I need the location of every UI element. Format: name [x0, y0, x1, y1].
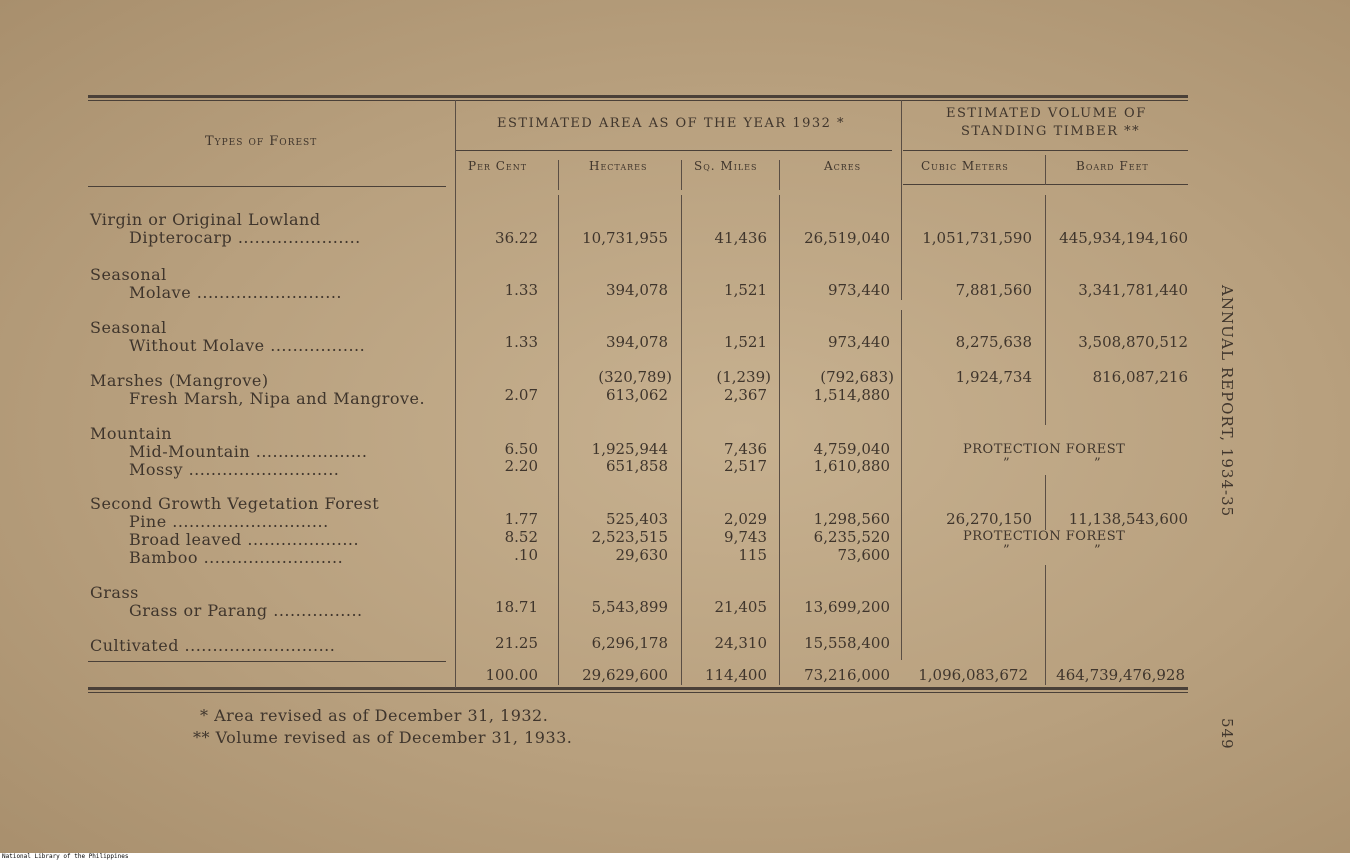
column-divider	[558, 160, 559, 190]
row-sublabel: Mossy ...........................	[129, 460, 340, 479]
sq-miles-cell: 2,517	[724, 457, 767, 475]
hectares-cell: (320,789)	[598, 368, 672, 386]
running-title: ANNUAL REPORT, 1934-35	[1218, 285, 1236, 518]
hectares-cell: 394,078	[605, 281, 668, 299]
volume-group-header-line1: ESTIMATED VOLUME OF	[946, 106, 1147, 121]
sq-miles-cell: 1,521	[724, 333, 767, 351]
column-divider	[779, 160, 780, 190]
protection-forest-label: PROTECTION FOREST	[963, 529, 1126, 544]
row-sublabel: Grass or Parang ................	[129, 601, 363, 620]
hectares-cell: 29,630	[615, 546, 668, 564]
hectares-cell: 651,858	[605, 457, 668, 475]
sq-miles-cell: (1,239)	[716, 368, 771, 386]
total-sq-miles: 114,400	[704, 666, 767, 684]
column-header-per-cent: Per Cent	[468, 159, 528, 173]
ditto-mark: ”	[1094, 456, 1102, 471]
column-divider	[681, 160, 682, 190]
board-feet-cell: 3,341,781,440	[1078, 281, 1188, 299]
sq-miles-cell: 9,743	[724, 528, 767, 546]
area-header-rule	[456, 150, 892, 151]
row-label: Grass	[90, 583, 139, 602]
top-rule-thin	[88, 100, 1188, 101]
hectares-cell: 6,296,178	[591, 634, 668, 652]
area-group-header: ESTIMATED AREA AS OF THE YEAR 1932 *	[497, 116, 846, 131]
total-rule-left	[88, 661, 446, 662]
sq-miles-cell: 41,436	[714, 229, 767, 247]
sq-miles-cell: 2,367	[724, 386, 767, 404]
page-number: 549	[1218, 718, 1236, 750]
footer-credit: National Library of the Philippines	[2, 853, 129, 860]
row-sublabel: Mid-Mountain ....................	[129, 442, 368, 461]
hectares-cell: 613,062	[605, 386, 668, 404]
per-cent-cell: 21.25	[495, 634, 538, 652]
per-cent-cell: 8.52	[504, 528, 538, 546]
acres-cell: 1,514,880	[813, 386, 890, 404]
board-feet-cell: 3,508,870,512	[1078, 333, 1188, 351]
types-of-forest-header: Types of Forest	[205, 134, 318, 149]
acres-cell: 973,440	[827, 333, 890, 351]
hectares-cell: 394,078	[605, 333, 668, 351]
total-hectares: 29,629,600	[582, 666, 668, 684]
hectares-cell: 2,523,515	[591, 528, 668, 546]
acres-cell: 4,759,040	[813, 440, 890, 458]
per-cent-cell: 2.07	[504, 386, 538, 404]
footnote-area: * Area revised as of December 31, 1932.	[200, 706, 549, 725]
column-header-cubic-meters: Cubic Meters	[921, 159, 1009, 173]
per-cent-cell: 2.20	[504, 457, 538, 475]
per-cent-cell: 1.33	[504, 281, 538, 299]
row-label: Virgin or Original Lowland	[90, 210, 321, 229]
row-label: Cultivated ...........................	[90, 636, 336, 655]
per-cent-cell: 36.22	[495, 229, 538, 247]
bottom-rule-thin	[88, 692, 1188, 693]
per-cent-cell: 6.50	[504, 440, 538, 458]
row-sublabel: Bamboo .........................	[129, 548, 344, 567]
board-feet-cell: 11,138,543,600	[1068, 510, 1188, 528]
row-label: Seasonal	[90, 265, 167, 284]
total-per-cent: 100.00	[485, 666, 538, 684]
footer-bar	[0, 853, 1350, 861]
column-divider	[1045, 475, 1046, 530]
acres-cell: 1,610,880	[813, 457, 890, 475]
ditto-mark: ”	[1003, 456, 1011, 471]
column-divider	[455, 100, 456, 688]
sq-miles-cell: 24,310	[714, 634, 767, 652]
row-label: Seasonal	[90, 318, 167, 337]
cubic-meters-cell: 1,924,734	[955, 368, 1032, 386]
hectares-cell: 10,731,955	[582, 229, 668, 247]
acres-cell: 6,235,520	[813, 528, 890, 546]
total-board-feet: 464,739,476,928	[1056, 666, 1185, 684]
column-divider	[901, 100, 902, 300]
hectares-cell: 5,543,899	[591, 598, 668, 616]
volume-header-rule	[903, 150, 1188, 151]
total-cubic-meters: 1,096,083,672	[918, 666, 1028, 684]
header-bottom-rule-left	[88, 186, 446, 187]
sq-miles-cell: 21,405	[714, 598, 767, 616]
top-rule	[88, 95, 1188, 98]
row-sublabel: Molave ..........................	[129, 283, 342, 302]
per-cent-cell: 1.77	[504, 510, 538, 528]
sq-miles-cell: 2,029	[724, 510, 767, 528]
hectares-cell: 1,925,944	[591, 440, 668, 458]
column-divider	[1045, 195, 1046, 425]
column-divider	[1045, 155, 1046, 185]
column-header-sq-miles: Sq. Miles	[694, 159, 758, 173]
row-label: Marshes (Mangrove)	[90, 371, 269, 390]
footnote-volume: ** Volume revised as of December 31, 1933.	[193, 728, 573, 747]
column-divider	[779, 195, 780, 685]
sq-miles-cell: 1,521	[724, 281, 767, 299]
ditto-mark: ”	[1003, 543, 1011, 558]
column-divider	[558, 195, 559, 685]
acres-cell: 15,558,400	[804, 634, 890, 652]
row-sublabel: Without Molave .................	[129, 336, 366, 355]
acres-cell: 73,600	[837, 546, 890, 564]
cubic-meters-cell: 7,881,560	[955, 281, 1032, 299]
sq-miles-cell: 115	[738, 546, 767, 564]
row-sublabel: Pine ............................	[129, 512, 329, 531]
bottom-rule	[88, 687, 1188, 690]
row-sublabel: Broad leaved ....................	[129, 530, 360, 549]
cubic-meters-cell: 8,275,638	[955, 333, 1032, 351]
column-header-acres: Acres	[824, 159, 862, 173]
ditto-mark: ”	[1094, 543, 1102, 558]
hectares-cell: 525,403	[605, 510, 668, 528]
column-divider	[901, 310, 902, 660]
protection-forest-label: PROTECTION FOREST	[963, 442, 1126, 457]
acres-cell: 26,519,040	[804, 229, 890, 247]
column-divider	[1045, 565, 1046, 685]
per-cent-cell: 18.71	[495, 598, 538, 616]
cubic-meters-cell: 26,270,150	[946, 510, 1032, 528]
board-feet-cell: 445,934,194,160	[1059, 229, 1188, 247]
total-acres: 73,216,000	[804, 666, 890, 684]
volume-group-header-line2: STANDING TIMBER **	[961, 124, 1141, 139]
per-cent-cell: .10	[514, 546, 538, 564]
row-label: Second Growth Vegetation Forest	[90, 494, 380, 513]
column-divider	[681, 195, 682, 685]
acres-cell: 1,298,560	[813, 510, 890, 528]
acres-cell: 973,440	[827, 281, 890, 299]
row-label: Mountain	[90, 424, 173, 443]
acres-cell: (792,683)	[820, 368, 894, 386]
column-header-board-feet: Board Feet	[1076, 159, 1149, 173]
row-sublabel: Dipterocarp ......................	[129, 228, 361, 247]
sq-miles-cell: 7,436	[724, 440, 767, 458]
column-header-hectares: Hectares	[589, 159, 648, 173]
row-sublabel: Fresh Marsh, Nipa and Mangrove.	[129, 389, 426, 408]
acres-cell: 13,699,200	[804, 598, 890, 616]
per-cent-cell: 1.33	[504, 333, 538, 351]
cubic-meters-cell: 1,051,731,590	[922, 229, 1032, 247]
board-feet-cell: 816,087,216	[1092, 368, 1188, 386]
